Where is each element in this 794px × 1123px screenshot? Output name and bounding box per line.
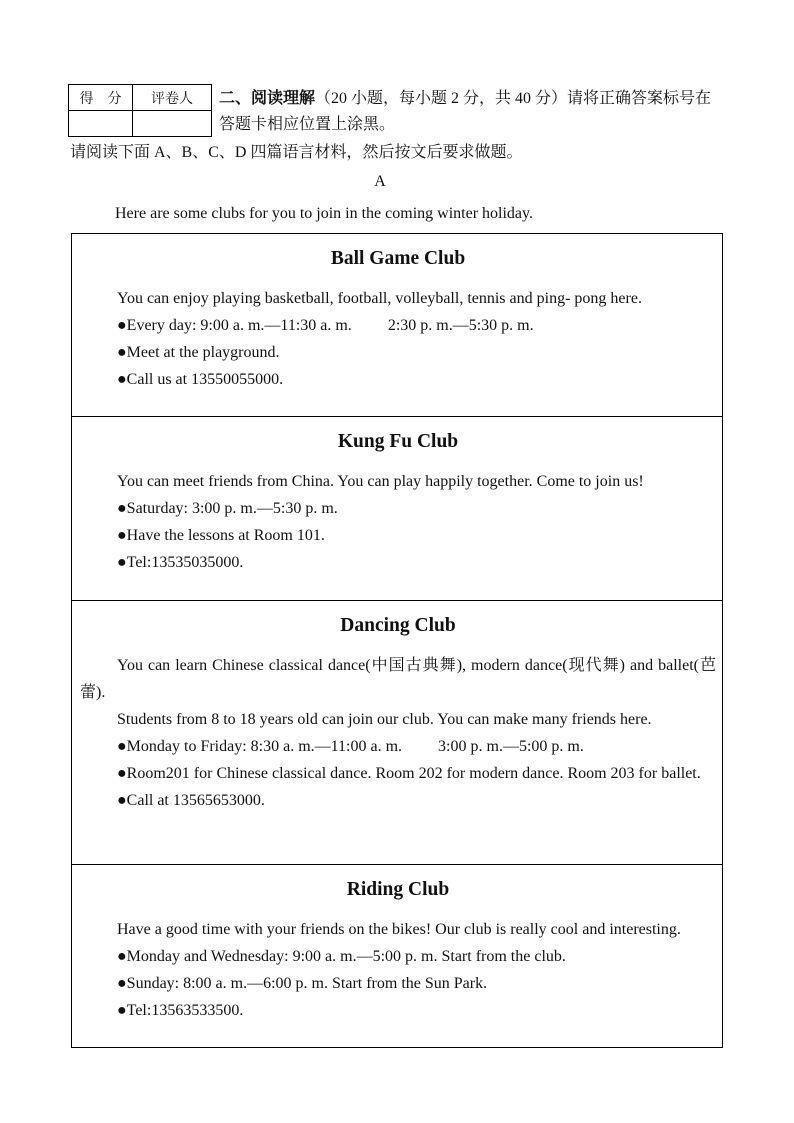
club-description: Have a good time with your friends on the bikes! Our club is really cool and interesting.	[117, 921, 681, 938]
club-time-afternoon: 2:30 p. m.—5:30 p. m.	[387, 317, 534, 334]
club-title: Ball Game Club	[330, 248, 466, 269]
club-time: ●Saturday: 3:00 p. m.—5:30 p. m.	[117, 500, 338, 517]
club-place: ●Room201 for Chinese classical dance. Room 202 for modern dance. Room 203 for ballet.	[117, 765, 701, 782]
club-description: You can meet friends from China. You can play happily together. Come to join us!	[117, 473, 644, 490]
club-title: Dancing Club	[340, 615, 456, 636]
club-description-age: Students from 8 to 18 years old can join our club. You can make many friends here.	[117, 711, 652, 728]
club-description: You can learn Chinese classical dance(中国古典舞), modern dance(现代舞) and ballet(芭蕾).	[80, 657, 716, 701]
club-time-morning: ●Every day: 9:00 a. m.—11:30 a. m.	[117, 317, 352, 334]
club-place: ●Have the lessons at Room 101.	[117, 527, 325, 544]
section-title: 二、阅读理解	[219, 90, 316, 107]
club-place: ●Meet at the playground.	[117, 344, 280, 361]
club-time	[80, 312, 716, 339]
club-description: You can enjoy playing basketball, football, volleyball, tennis and ping- pong here.	[117, 290, 642, 307]
score-cell[interactable]	[69, 111, 133, 137]
club-time-morning: ●Monday to Friday: 8:30 a. m.—11:00 a. m.	[117, 738, 403, 755]
instruction: 请阅读下面 A、B、C、D 四篇语言材料，然后按文后要求做题。	[70, 144, 523, 161]
club-ball-game	[72, 234, 722, 417]
club-dancing	[72, 601, 722, 865]
club-time	[80, 733, 716, 760]
club-time-weekday: ●Monday and Wednesday: 9:00 a. m.—5:00 p. m. Start from the club.	[117, 948, 566, 965]
club-time-afternoon: 3:00 p. m.—5:00 p. m.	[438, 738, 584, 755]
club-contact: ●Call us at 13550055000.	[117, 371, 284, 388]
club-riding	[72, 865, 722, 1047]
club-time-sunday: ●Sunday: 8:00 a. m.—6:00 p. m. Start from the Sun Park.	[117, 975, 488, 992]
score-box	[68, 84, 212, 137]
score-label: 得 分	[69, 85, 133, 111]
grader-label: 评卷人	[133, 85, 212, 111]
club-title: Riding Club	[346, 879, 450, 900]
passage-intro: Here are some clubs for you to join in the coming winter holiday.	[115, 205, 533, 222]
club-table	[71, 233, 723, 1048]
section-heading	[219, 86, 719, 138]
club-contact: ●Tel:13563533500.	[117, 1002, 244, 1019]
section-note: （20 小题，每小题 2 分，共 40 分）请将正确答案标号在答题卡相应位置上涂黑。	[219, 90, 712, 133]
club-contact: ●Call at 13565653000.	[117, 792, 265, 809]
passage-label: A	[374, 173, 386, 190]
grader-cell[interactable]	[133, 111, 212, 137]
club-contact: ●Tel:13535035000.	[117, 554, 244, 571]
club-title: Kung Fu Club	[337, 431, 459, 452]
club-kung-fu	[72, 417, 722, 601]
